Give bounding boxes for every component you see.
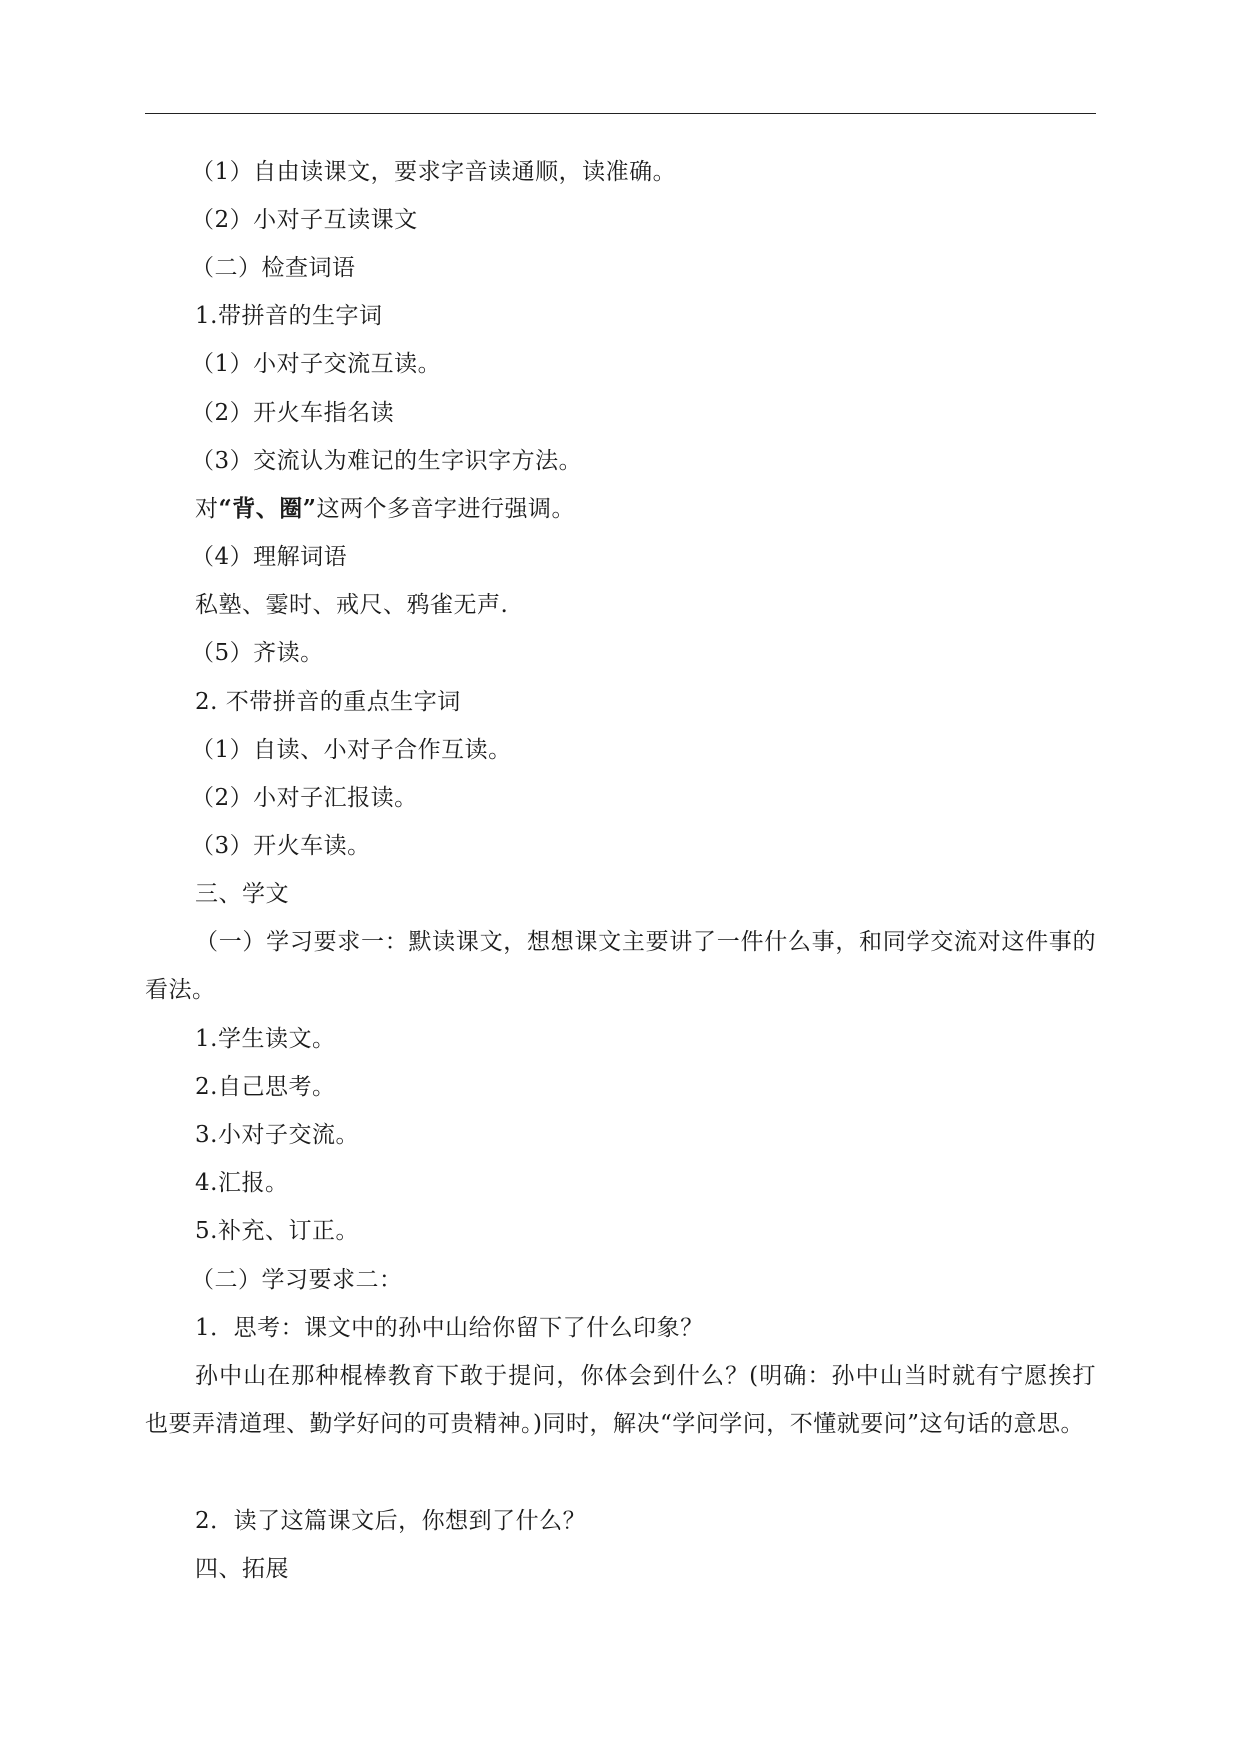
section-heading: 四、拓展 <box>195 1556 289 1582</box>
text-line: （3）开火车读。 <box>191 833 371 859</box>
text-line-polyphonic <box>145 493 1146 525</box>
text-line: （1）自由读课文，要求字音读通顺，读准确。 <box>191 159 677 185</box>
text-line: 2．读了这篇课文后，你想到了什么？ <box>195 1508 587 1534</box>
text-line: 2.自己思考。 <box>195 1074 336 1100</box>
text-run: 对 <box>195 496 219 522</box>
text-line: （3）交流认为难记的生字识字方法。 <box>191 448 583 474</box>
text-line: （2）小对子汇报读。 <box>191 785 418 811</box>
paragraph: 孙中山在那种棍棒教育下敢于提问，你体会到什么？(明确：孙中山当时就有宁愿挨打也要弄清道理、勤学好问的可贵精神。)同时，解决“学问学问，不懂就要问”这句话的意思。 <box>145 1363 1096 1437</box>
text-line: 5.补充、订正。 <box>195 1218 359 1244</box>
text-line: 4.汇报。 <box>195 1170 289 1196</box>
text-line: （2）开火车指名读 <box>191 400 395 426</box>
section-heading: 三、学文 <box>195 881 289 907</box>
text-line: （1）自读、小对子合作互读。 <box>191 737 512 763</box>
text-line: （5）齐读。 <box>191 640 324 666</box>
text-line: 2. 不带拼音的重点生字词 <box>195 689 461 715</box>
header-rule <box>145 113 1096 114</box>
text-line: 私塾、霎时、戒尺、鸦雀无声. <box>195 592 509 618</box>
text-line: 1．思考：课文中的孙中山给你留下了什么印象？ <box>195 1315 704 1341</box>
text-line: （1）小对子交流互读。 <box>191 351 442 377</box>
text-line: 1.学生读文。 <box>195 1026 336 1052</box>
text-line: （二）检查词语 <box>191 255 356 281</box>
text-line: （4）理解词语 <box>191 544 348 570</box>
text-line: （二）学习要求二： <box>191 1267 403 1293</box>
bold-text: “背、圈” <box>218 495 317 522</box>
text-line: 3.小对子交流。 <box>195 1122 359 1148</box>
text-run: 这两个多音字进行强调。 <box>316 496 575 522</box>
paragraph: （一）学习要求一：默读课文，想想课文主要讲了一件什么事，和同学交流对这件事的看法。 <box>145 929 1096 1003</box>
text-line: 1.带拼音的生字词 <box>195 303 383 329</box>
text-line: （2）小对子互读课文 <box>191 207 418 233</box>
